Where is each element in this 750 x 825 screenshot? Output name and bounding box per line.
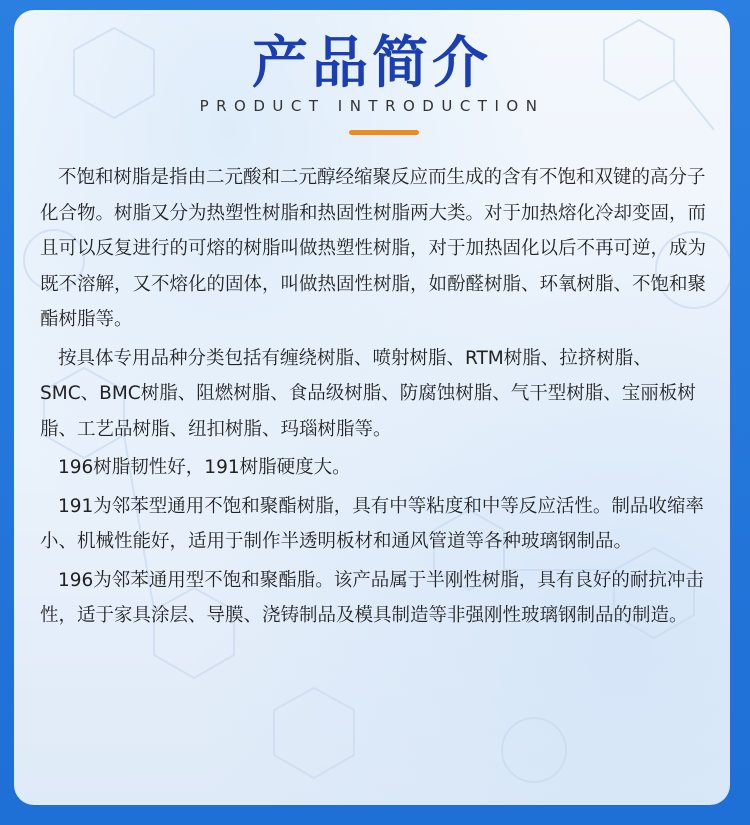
intro-content bbox=[40, 160, 710, 637]
paragraph-definition: 不饱和树脂是指由二元酸和二元醇经缩聚反应而生成的含有不饱和双键的高分子化合物。树脂又分为热塑性树脂和热固性树脂两大类。对于加热熔化冷却变固，而且可以反复进行的可熔的树脂叫做热塑性树脂，对于加热固化以后不再可逆，成为既不溶解，又不熔化的固体，叫做热固性树脂，如酚醛树脂、环氧树脂、不饱和聚酯树脂等。 bbox=[40, 167, 707, 330]
paragraph-comparison: 196树脂韧性好，191树脂硬度大。 bbox=[58, 457, 351, 478]
paragraph-196: 196为邻苯通用型不饱和聚酯脂。该产品属于半刚性树脂，具有良好的耐抗冲击性，适于家具涂层、导膜、浇铸制品及模具制造等非强刚性玻璃钢制品的制造。 bbox=[40, 569, 704, 626]
paragraph-191: 191为邻苯型通用不饱和聚酯树脂，具有中等粘度和中等反应活性。制品收缩率小、机械性能好，适用于制作半透明板材和通风管道等各种玻璃钢制品。 bbox=[40, 495, 704, 552]
intro-card bbox=[14, 10, 730, 805]
page-title: 产品简介 bbox=[252, 31, 492, 96]
page-subtitle: PRODUCT INTRODUCTION bbox=[199, 97, 545, 115]
paragraph-classification: 按具体专用品种分类包括有缠绕树脂、喷射树脂、RTM树脂、拉挤树脂、SMC、BMC树脂、阻燃树脂、食品级树脂、防腐蚀树脂、气干型树脂、宝丽板树脂、工艺品树脂、纽扣树脂、玛瑙树脂等。 bbox=[40, 347, 696, 440]
title-divider bbox=[349, 130, 419, 135]
